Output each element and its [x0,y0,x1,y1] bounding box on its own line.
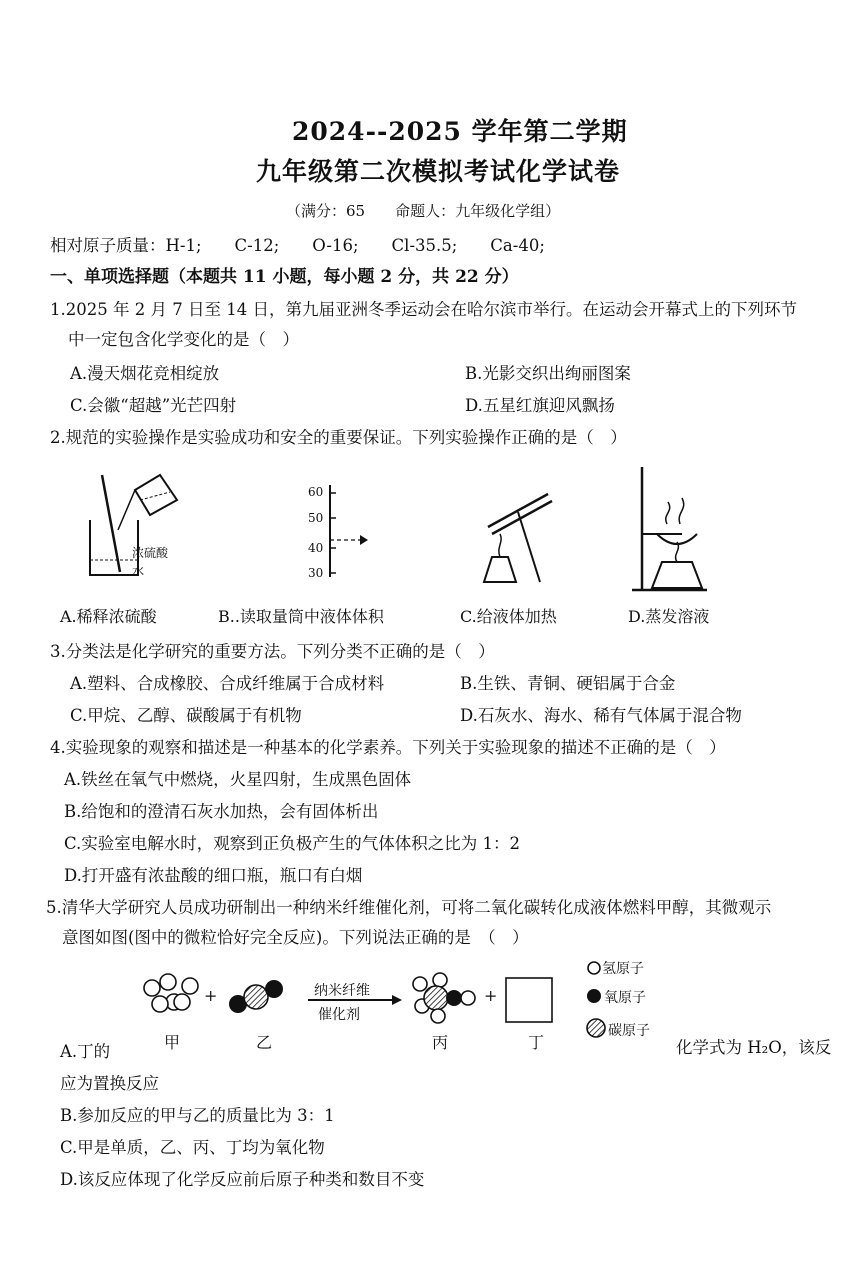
cyl-tick-30: 30 [308,566,324,580]
q5-option-a-part1: A.丁的 [60,1042,111,1061]
arrow-label-bottom: 催化剂 [318,1007,360,1023]
q1-option-a: A.漫天烟花竞相绽放 [70,364,220,383]
q3-option-a: A.塑料、合成橡胶、合成纤维属于合成材料 [70,674,385,693]
q3-option-b: B.生铁、青铜、硬铝属于合金 [460,674,676,693]
q3-option-d: D.石灰水、海水、稀有气体属于混合物 [460,706,742,725]
legend-oxygen: 氧原子 [604,990,646,1006]
section1-heading: 一、单项选择题（本题共 11 小题，每小题 2 分，共 22 分） [50,267,519,287]
fig-evaporation [632,462,712,597]
fig-a-label-acid: 浓硫酸 [132,546,169,560]
fig-heating-test-tube [478,482,558,587]
q3-option-c: C.甲烷、乙醇、碳酸属于有机物 [70,706,302,725]
q4-option-a: A.铁丝在氧气中燃烧，火星四射，生成黑色固体 [64,770,412,789]
q1-option-d: D.五星红旗迎风飘扬 [465,396,615,415]
q4-stem: 4.实验现象的观察和描述是一种基本的化学素养。下列关于实验现象的描述不正确的是（ ） [50,738,726,757]
q3-stem: 3.分类法是化学研究的重要方法。下列分类不正确的是（ ） [50,642,495,661]
q4-option-b: B.给饱和的澄清石灰水加热，会有固体析出 [64,802,379,821]
title-line2: 九年级第二次模拟考试化学试卷 [256,157,621,186]
q4-option-c: C.实验室电解水时，观察到正负极产生的气体体积之比为 1：2 [64,834,521,853]
q4-option-d: D.打开盛有浓盐酸的细口瓶，瓶口有白烟 [64,866,363,885]
q5-option-c: C.甲是单质，乙、丙、丁均为氧化物 [60,1138,325,1157]
q5-option-b: B.参加反应的甲与乙的质量比为 3：1 [60,1106,335,1125]
q5-option-d: D.该反应体现了化学反应前后原子种类和数目不变 [60,1170,425,1189]
q2-option-a: A.稀释浓硫酸 [60,607,157,626]
cyl-tick-60: 60 [308,485,324,499]
q2-stem: 2.规范的实验操作是实验成功和安全的重要保证。下列实验操作正确的是（ ） [50,428,627,447]
q2-option-b: B..读取量筒中液体体积 [218,607,384,626]
label-ding: 丁 [528,1033,545,1052]
fig-dilute-acid [80,470,180,580]
q5-stem-line1: 5.清华大学研究人员成功研制出一种纳米纤维催化剂，可将二氧化碳转化成液体燃料甲醇，其微观示 [46,898,772,917]
q1-option-c: C.会徽“超越”光芒四射 [70,396,237,415]
cyl-tick-50: 50 [308,511,324,525]
exam-meta: （满分：65 命题人：九年级化学组） [286,202,561,220]
title-line1: 2024--2025 学年第二学期 [292,117,628,146]
label-jia: 甲 [164,1033,181,1052]
label-bing: 丙 [432,1033,449,1052]
q1-stem-line1: 1.2025 年 2 月 7 日至 14 日，第九届亚洲冬季运动会在哈尔滨市举行。在运动会开幕式上的下列环节 [50,300,797,319]
q2-option-d: D.蒸发溶液 [628,607,710,626]
label-yi: 乙 [256,1033,273,1052]
plus-1: + [204,986,218,1005]
q5-option-a-part3: 应为置换反应 [60,1074,159,1093]
cyl-tick-40: 40 [308,541,324,555]
q1-option-b: B.光影交织出绚丽图案 [465,364,631,383]
atomic-masses: 相对原子质量：H-1; C-12; O-16; Cl-35.5; Ca-40; [50,236,545,255]
legend-hydrogen: 氢原子 [602,961,644,977]
plus-2: + [484,986,498,1005]
fig-a-label-water: 水 [132,564,145,578]
q2-option-c: C.给液体加热 [460,607,557,626]
q1-stem-line2: 中一定包含化学变化的是（ ） [68,330,299,349]
q5-option-a-part2: 化学式为 H₂O，该反 [676,1038,832,1057]
arrow-label-top: 纳米纤维 [314,983,370,999]
q5-stem-line2: 意图如图(图中的微粒恰好完全反应)。下列说法正确的是 （ ） [62,928,529,947]
legend-carbon: 碳原子 [608,1023,650,1039]
